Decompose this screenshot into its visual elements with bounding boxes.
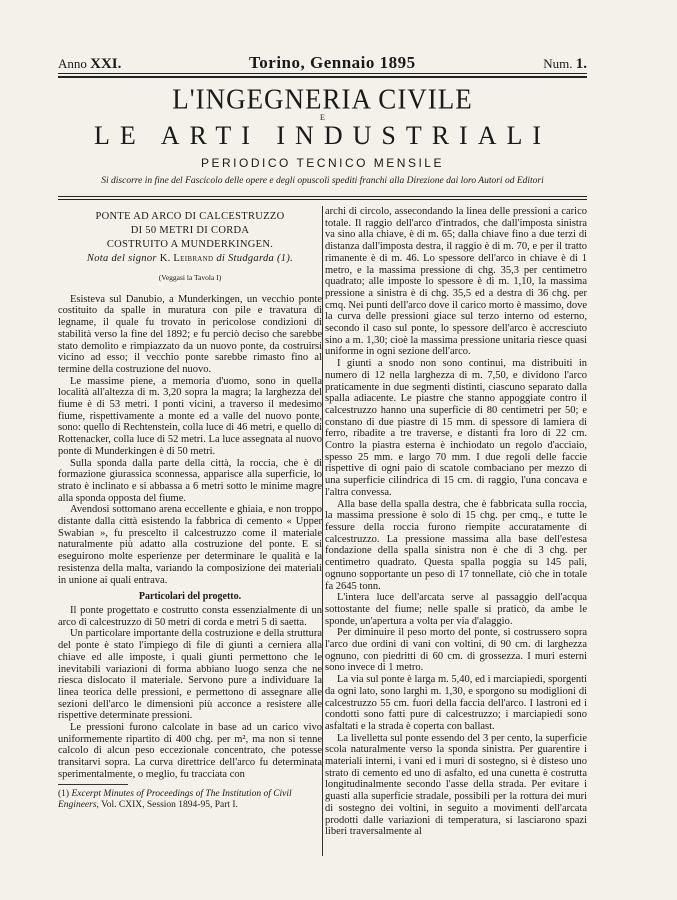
paragraph: Alla base della spalla destra, che è fabbricata sulla roccia, la massima pressione è solo di 15 chg. per cmq., e tutte le fessure della roccia furono riempite accuratamente di calcestruzzo. La pressione massima alla base dell'estesa fondazione della spalla sinistra non è che di 3 chg. per centimetro quadrato. Questa spalla poggia su 145 pali, ognuno sopportante un peso di 17 tonnellate, ciò che in totale fa 2645 tonn. [325, 498, 587, 592]
journal-title-1: L'INGEGNERIA CIVILE [172, 83, 473, 115]
paragraph: Esisteva sul Danubio, a Munderkingen, un vecchio ponte costituito da spalle in muratura con pile e travatura di legname, il quale fu trovato in pericolose condizioni di stabilità verso la fine del 1892; e fu perciò deciso che sarebbe stato demolito e rimpiazzato da un nuovo ponte, da costruirsi vicino ad esso; il vecchio ponte sarebbe rimasto fino al termine della costruzione del nuovo. [58, 293, 322, 375]
issue-year [58, 56, 121, 73]
paragraph: Per diminuire il peso morto del ponte, si costrussero sopra l'arco due ordini di vani con voltini, di 90 cm. di larghezza ognuno, con piedritti di 60 cm. di grossezza. I muri esterni sono invece di 1 metro. [325, 627, 587, 674]
paragraph: Sulla sponda dalla parte della città, la roccia, che è di formazione giurassica sconnessa, apparisce alla superficie, lo strato è inclinato e si abbassa a 6 metri sotto le minime magre alla sponda opposta del fiume. [58, 457, 322, 504]
year-label: Anno [58, 56, 87, 71]
paragraph: La via sul ponte è larga m. 5,40, ed i marciapiedi, sporgenti da ogni lato, sono larghi m. 1,30, e sporgono su modiglioni di calcestruzzo 55 cm. fuori della faccia dell'arco. I lastroni ed i condotti sono fatti pure di calcestruzzo; i marciapiedi sono asfaltati e la strada è coperta con ballast. [325, 674, 587, 732]
article-title [58, 210, 322, 266]
byline-pre: Nota del signor [86, 253, 157, 264]
editorial-notice: Si discorre in fine del Fascicolo delle opere e degli opuscoli spediti franchi alla Direzione dai loro Autori od Editori [101, 176, 544, 186]
num-value: 1. [575, 56, 587, 72]
article-title-line-3: COSTRUITO A MUNDERKINGEN. [106, 239, 274, 250]
masthead [58, 84, 587, 186]
article-byline [58, 252, 322, 266]
byline-author: K. Leibrand [159, 253, 214, 264]
paragraph: L'intera luce dell'arcata serve al passaggio dell'acqua sottostante del fiume; nelle spalle si praticò, da ambe le sponde, un'apertura a volta per via d'alaggio. [325, 592, 587, 627]
footnote-rule [58, 784, 128, 785]
column-divider [322, 206, 323, 856]
right-column [325, 206, 587, 838]
header-rule [58, 73, 587, 74]
year-value: XXI. [90, 56, 122, 72]
article-title-line-2: DI 50 METRI DI CORDA [130, 225, 250, 236]
section-heading: Particolari del progetto. [138, 591, 242, 603]
left-column [58, 206, 322, 781]
header-rule-thick [58, 76, 587, 78]
masthead-rule-2 [58, 199, 587, 200]
issue-date: Torino, Gennaio 1895 [249, 53, 416, 72]
journal-subtitle: PERIODICO TECNICO MENSILE [201, 156, 444, 170]
article-title-line-1: PONTE AD ARCO DI CALCESTRUZZO [95, 211, 285, 222]
paragraph: La livelletta sul ponte essendo del 3 per cento, la superficie scola naturalmente verso la sponda sinistra. Per guarentire i materiali interni, i vani ed i muri di sostegno, si è disteso uno strato di cemento ed uno di asfalto, ed una cunetta è costrutta longitudinalmente secondo l'asse della strada. Per evitare i guasti alla superficie stradale, possibili per la rottura dei muri di sostegno dei voltini, in seguito a movimenti dell'arcata prodotti dalle variazioni di temperatura, si lasciarono spazi liberi traversalmente al [325, 732, 587, 838]
num-label: Num. [543, 56, 573, 71]
paragraph: Le pressioni furono calcolate in base ad un carico vivo uniformemente ripartito di 400 chg. per m², ma non si tenne calcolo di alcun peso eccezionale concentrato, che potesse transitarvi sopra. La curva direttrice dell'arco fu determinata sperimentalmente, o meglio, fu tracciata con [58, 722, 322, 780]
paragraph: Avendosi sottomano arena eccellente e ghiaia, e non troppo distante dalla città esistendo la fabbrica di cemento « Upper Swabian », fu prescelto il calcestruzzo come il materiale naturalmente più adatto alla costruzione del ponte. E si eseguirono molte esperienze per determinare le qualità e la resistenza della malta, variando la composizione dei materiali in unione ai quali entrava. [58, 504, 322, 586]
footnote-source: Excerpt Minutes of Proceedings of The Institution of Civil Engineers, [58, 789, 292, 810]
issue-line [58, 53, 587, 73]
issue-number [543, 56, 587, 73]
paragraph: Il ponte progettato e costrutto consta essenzialmente di un arco di calcestruzzo di 50 metri di corda e metri 5 di saetta. [58, 604, 322, 628]
masthead-rule [58, 196, 587, 197]
journal-title-conj: E [320, 113, 325, 122]
byline-post: di Studgarda (1). [216, 253, 294, 264]
footnote-marker: (1) [58, 789, 70, 799]
paragraph: I giunti a snodo non sono continui, ma distribuiti in numero di 12 nella larghezza di m. 7,50, e dividono l'arco praticamente in due segmenti distinti, ciascuno separato dalla spalla adiacente. Le piastre che stanno appoggiate contro il calcestruzzo hanno una superficie di 80 centimetri per 50; e constano di due piastre di 15 mm. di spessore di lamiera di ferro, ribadite a tre traverse, e distanti fra loro di 22 cm. Contro la piastra esterna è inchiodato un regolo d'acciaio, spesso 25 mm. e largo 70 mm. I due regoli delle faccie rispettive di ogni paio di scatole combaciano per mezzo di una superficie cilindrica di 15 cm. di raggio, l'una concava e l'altra convessa. [325, 358, 587, 498]
paragraph: archi di circolo, assecondando la linea delle pressioni a carico totale. Il raggio dell'arco d'intrados, che dall'imposta sinistra va sino alla chiave, è di m. 65; dalla chiave fino a due terzi di distanza dall'imposta destra, il raggio è di m. 70, e per il tratto rimanente è di m. 46. Lo spessore dell'arco in chiave è di 1 metro, e la massima pressione di chg. 35,3 per centimetro quadrato; alle imposte lo spessore è di m. 1,10, la massima pressione a sinistra è di chg. 35,5 ed a destra di 36 chg. per cmq. Nei punti dell'arco dove il carico morto è massimo, dove la curva delle pressioni giace sul terzo interno od esterno, secondo il caso sul ponte, lo spessore dell'arco è accresciuto sino a m. 1,30; cioè la massima pressione unitaria riesce quasi uniforme in ogni sezione dell'arco. [325, 206, 587, 358]
footnote-details: Vol. CXIX, Session 1894-95, Part I. [101, 800, 238, 810]
plate-reference: (Veggasi la Tavola I) [158, 273, 222, 282]
paragraph: Un particolare importante della costruzione e della struttura del ponte è stato l'impiego di file di giunti a cerniera alla chiave ed alle imposte, i quali giunti permettono che le inevitabili variazioni di forma abbiano luogo senza che ne riesca dislocato il materiale. Servono pure a individuare la linea teorica delle pressioni, e permettono di assegnare alle sezioni dell'arco le dimensioni più acconce a resistere alle rispettive determinate pressioni. [58, 628, 322, 722]
footnote [58, 789, 322, 811]
paragraph: Le massime piene, a memoria d'uomo, sono in quella località all'altezza di m. 3,20 sopra la magra; la larghezza del fiume è di 53 metri. I ponti vicini, a traverso il medesimo fiume, rispettivamente a monte ed a valle del nuovo ponte, sono: quello di Rechtenstein, colla luce di 46 metri, e quello di Rottenacker, colla luce di 52 metri. La luce assegnata al nuovo ponte di Munderkingen è di 50 metri. [58, 375, 322, 457]
journal-title-2: LE ARTI INDUSTRIALI [93, 121, 552, 150]
